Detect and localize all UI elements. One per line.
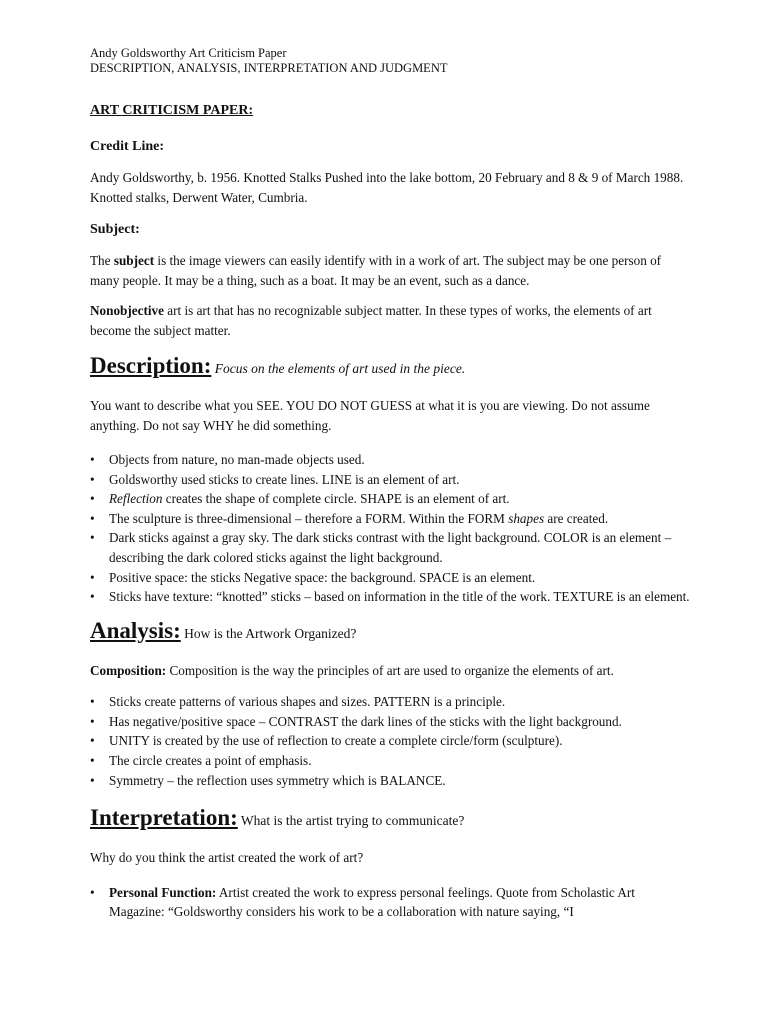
interpretation-question: Why do you think the artist created the work of art? (90, 850, 364, 866)
list-item: • Objects from nature, no man-made objects used. (90, 452, 365, 467)
list-item: • Personal Function: Artist created the work to express personal feelings. Quote from Scholastic Art Magazine: “Goldsworthy considers his work to be a collaboration with nature saying, “I (90, 884, 635, 920)
list-item: • Sticks have texture: “knotted” sticks – based on information in the title of the work. TEXTURE is an element. (90, 589, 690, 605)
analysis-heading: Analysis: How is the Artwork Organized? (90, 617, 357, 643)
interpretation-heading: Interpretation: What is the artist trying to communicate? (90, 805, 465, 831)
list-item: • Positive space: the sticks Negative space: the background. SPACE is an element. (90, 569, 536, 585)
list-item: • Sticks create patterns of various shapes and sizes. PATTERN is a principle. (90, 694, 506, 710)
page-title: ART CRITICISM PAPER: (90, 103, 254, 118)
list-item: • Symmetry – the reflection uses symmetry which is BALANCE. (90, 772, 446, 788)
description-intro: You want to describe what you SEE. YOU DO NOT GUESS at what it is you are viewing. Do not assume anything. Do not say WHY he did something. (90, 398, 650, 433)
nonobjective-paragraph: Nonobjective art is art that has no recognizable subject matter. In these types of works, the elements of art become the subject matter. (90, 303, 652, 338)
analysis-bullet-list (90, 692, 690, 790)
subject-paragraph: The subject is the image viewers can easily identify with in a work of art. The subject may be one person of many people. It may be a thing, such as a boat. It may be an event, such as a dance. (90, 253, 662, 288)
credit-line-text: Andy Goldsworthy, b. 1956. Knotted Stalks Pushed into the lake bottom, 20 February and 8 & 9 of March 1988. Knotted stalks, Derwent Water, Cumbria. (90, 170, 684, 205)
interpretation-bullet-list (90, 883, 690, 922)
description-heading: Description: Focus on the elements of art used in the piece. (90, 353, 466, 378)
subject-heading: Subject: (90, 222, 140, 237)
list-item: • Reflection creates the shape of complete circle. SHAPE is an element of art. (90, 491, 510, 507)
doc-header-subtitle: DESCRIPTION, ANALYSIS, INTERPRETATION AND JUDGMENT (90, 61, 448, 75)
description-bullet-list (90, 450, 690, 607)
document-page (90, 46, 690, 922)
doc-header-title: Andy Goldsworthy Art Criticism Paper (90, 46, 287, 60)
list-item: • Dark sticks against a gray sky. The dark sticks contrast with the light background. COLOR is an element – describing the dark colored sticks against the light background. (90, 530, 672, 565)
credit-line-heading: Credit Line: (90, 139, 165, 154)
composition-paragraph: Composition: Composition is the way the principles of art are used to organize the elements of art. (90, 662, 614, 678)
list-item: • Has negative/positive space – CONTRAST the dark lines of the sticks with the light background. (90, 713, 622, 729)
list-item: • UNITY is created by the use of reflection to create a complete circle/form (sculpture). (90, 733, 563, 749)
list-item: • The sculpture is three-dimensional – therefore a FORM. Within the FORM shapes are created. (90, 510, 609, 526)
list-item: • The circle creates a point of emphasis. (90, 753, 312, 769)
list-item: • Goldsworthy used sticks to create lines. LINE is an element of art. (90, 471, 460, 487)
